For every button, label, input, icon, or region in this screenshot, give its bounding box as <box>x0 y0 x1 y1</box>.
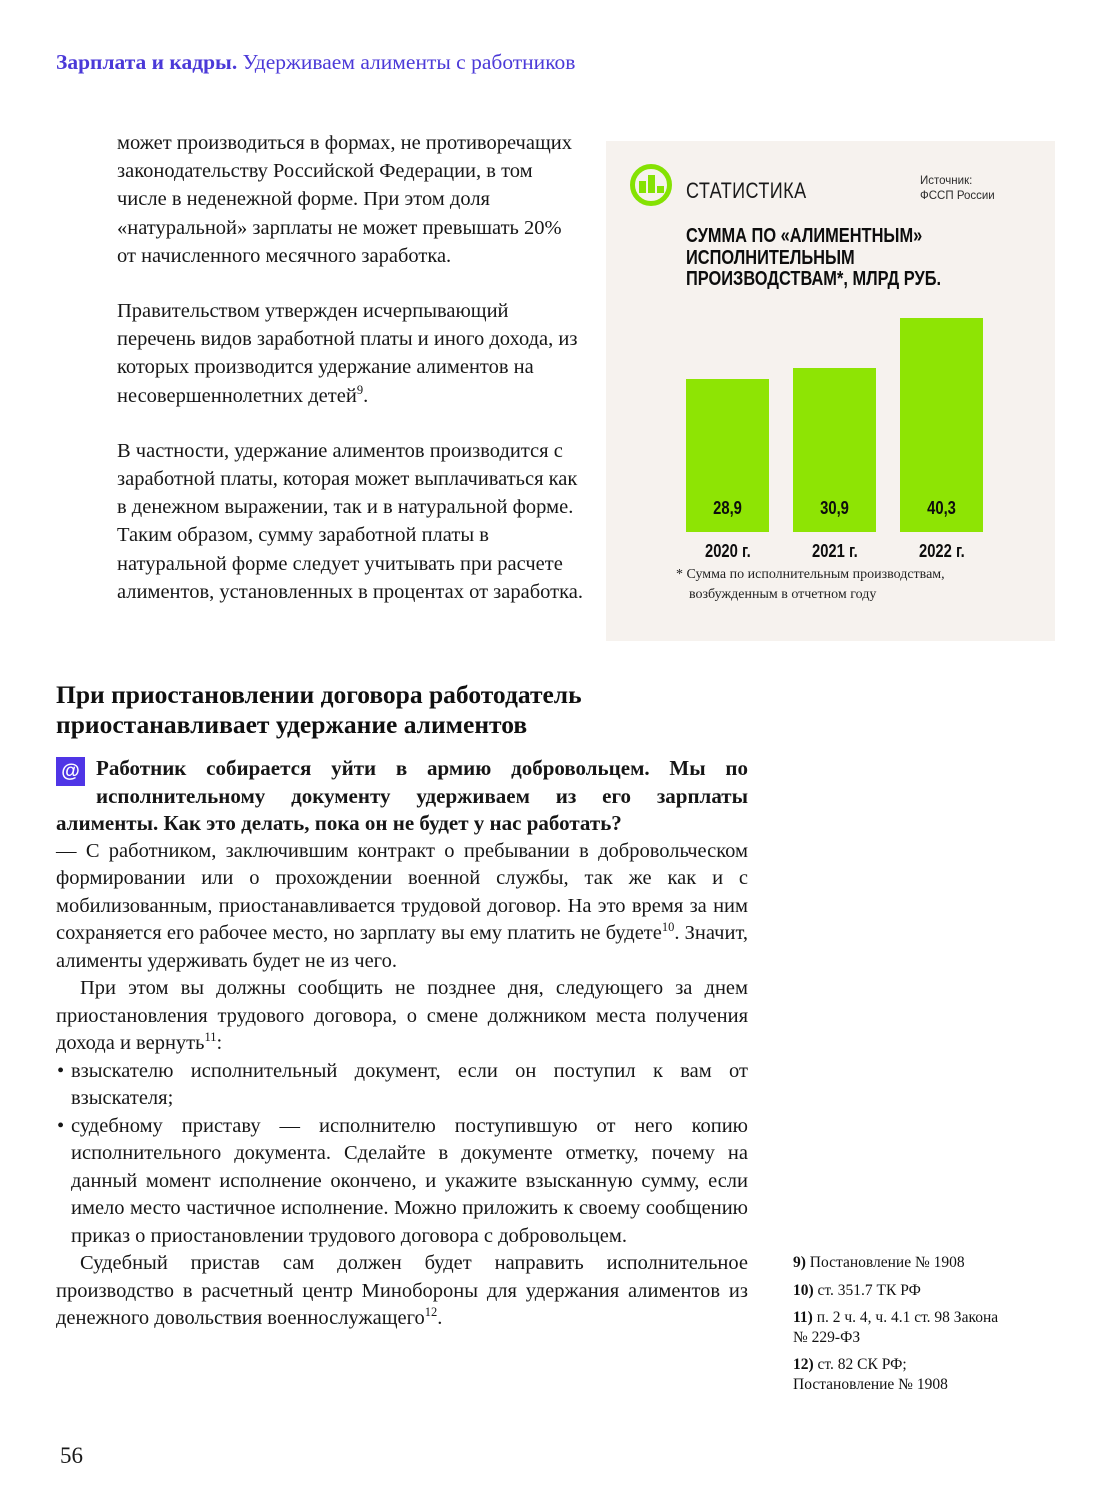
answer-paragraph-2: При этом вы должны сообщить не позднее дня, следующего за днем приостановления трудового договора, о смене должником места получения дохода и вернуть$^{11}$: <box>56 977 748 1054</box>
rubric-subtitle: Удерживаем алименты с работников <box>237 50 576 74</box>
answer-paragraph-1: — С работником, заключившим контракт о пребывании в добровольческом формировании или о прохождении военной службы, так же как и с мобилизованным, приостанавливается трудовой договор. На это время за ним сохраняется его рабочее место, но зарплату вы ему платить не будете$^{10}$. Значит, алименты удерживать будет не из чего. <box>56 839 749 972</box>
bar-value-label: 28,9 <box>713 498 742 518</box>
statistics-panel <box>606 141 1055 641</box>
footnote-ref-9: 9 <box>356 382 364 397</box>
bar-chart-icon <box>630 164 672 206</box>
bullet-list <box>56 1058 748 1251</box>
footnote-number: 11) <box>793 1309 813 1326</box>
intro-paragraph-1: может производиться в формах, не противоречащих законодательству Российской Федерации, в том числе в неденежной форме. При этом доля «натуральной» зарплаты не может превышать 20% от начисленного месячного заработка. <box>117 132 572 267</box>
bar <box>900 318 983 532</box>
page-number: 56 <box>60 1443 83 1468</box>
bar-column-2022 г. <box>900 318 983 562</box>
footnote-text: Постановление № 1908 <box>809 1254 965 1271</box>
bar-column-2021 г. <box>793 368 876 562</box>
footnote-ref-11: 11 <box>204 1030 217 1045</box>
bar-category-label: 2020 г. <box>704 541 751 561</box>
footnote-text: п. 2 ч. 4, ч. 4.1 ст. 98 Закона <box>816 1309 999 1326</box>
intro-paragraph-3: В частности, удержание алиментов производится с заработной платы, которая может выплачиваться как в денежном выражении, так и в натуральной форме. Таким образом, сумму заработной платы в натуральной форме следует учитывать при расчете алиментов, установленных в процентах от заработка. <box>117 439 583 603</box>
footnote-text: ст. 82 СК РФ; <box>817 1356 907 1373</box>
qa-block <box>56 755 748 1333</box>
answer-paragraph-3: Судебный пристав сам должен будет направить исполнительное производство в расчетный центр Минобороны для удержания алиментов из денежного довольствия военнослужащего$^{12}$. <box>56 1252 748 1329</box>
bar-category-label: 2021 г. <box>811 541 858 561</box>
footnote-item-12: 12) ст. 82 СК РФ; Постановление № 1908 <box>793 1356 948 1393</box>
chart-bars <box>686 318 983 562</box>
statistics-label: СТАТИСТИКА <box>686 178 807 203</box>
bar <box>793 368 876 532</box>
statistics-source: Источник: ФССП России <box>920 175 995 202</box>
at-icon: @ <box>56 757 85 786</box>
footnote-ref-10: 10 <box>661 920 675 935</box>
bullet-item-2: • судебному приставу — исполнителю поступившую от него копию исполнительного документа. Сделайте в документе отметку, почему на данный момент исполнение окончено, и укажите взысканную сумму, если имело место частичное исполнение. Можно приложить к своему сообщению приказ о приостановлении трудового договора с добровольцем. <box>56 1113 748 1251</box>
footnote-text: ст. 351.7 ТК РФ <box>817 1281 921 1299</box>
question-text: Работник собирается уйти в армию добровольцем. Мы по исполнительному документу удерживаем из его зарплаты алименты. Как это делать, пока он не будет у нас работать? <box>56 756 748 835</box>
footnote-item-10 <box>793 1281 1055 1301</box>
bar <box>686 379 769 532</box>
footnote-number: 12) <box>793 1356 814 1373</box>
footnotes-column <box>793 1253 1055 1402</box>
section-heading: При приостановлении договора работодатель приостанавливает удержание алиментов <box>56 680 582 739</box>
footnote-number: 10) <box>793 1281 814 1299</box>
bar-value-label: 40,3 <box>927 498 956 518</box>
chart-title: СУММА ПО «АЛИМЕНТНЫМ» ИСПОЛНИТЕЛЬНЫМ ПРОИЗВОДСТВАМ*, МЛРД РУБ. <box>686 225 942 290</box>
chart-footnote: * Сумма по исполнительным производствам, возбужденным в отчетном году <box>676 567 945 602</box>
intro-column <box>117 129 583 633</box>
footnote-ref-12: 12 <box>424 1305 438 1320</box>
page-header <box>56 50 575 75</box>
question-paragraph <box>56 755 748 838</box>
bar-value-label: 30,9 <box>820 498 849 518</box>
footnote-item-11: 11) п. 2 ч. 4, ч. 4.1 ст. 98 Закона № 229-ФЗ <box>793 1309 999 1346</box>
intro-paragraph-2: Правительством утвержден исчерпывающий перечень видов заработной платы и иного дохода, из которых производится удержание алиментов на несовершеннолетних детей$^9$. <box>117 300 578 407</box>
rubric-title: Зарплата и кадры. <box>56 50 238 74</box>
bar-column-2020 г. <box>686 379 769 562</box>
footnote-item-9 <box>793 1253 1055 1273</box>
footnote-number: 9) <box>793 1254 806 1271</box>
bullet-item-1: • взыскателю исполнительный документ, если он поступил к вам от взыскателя; <box>56 1058 748 1113</box>
bar-category-label: 2022 г. <box>918 541 965 561</box>
